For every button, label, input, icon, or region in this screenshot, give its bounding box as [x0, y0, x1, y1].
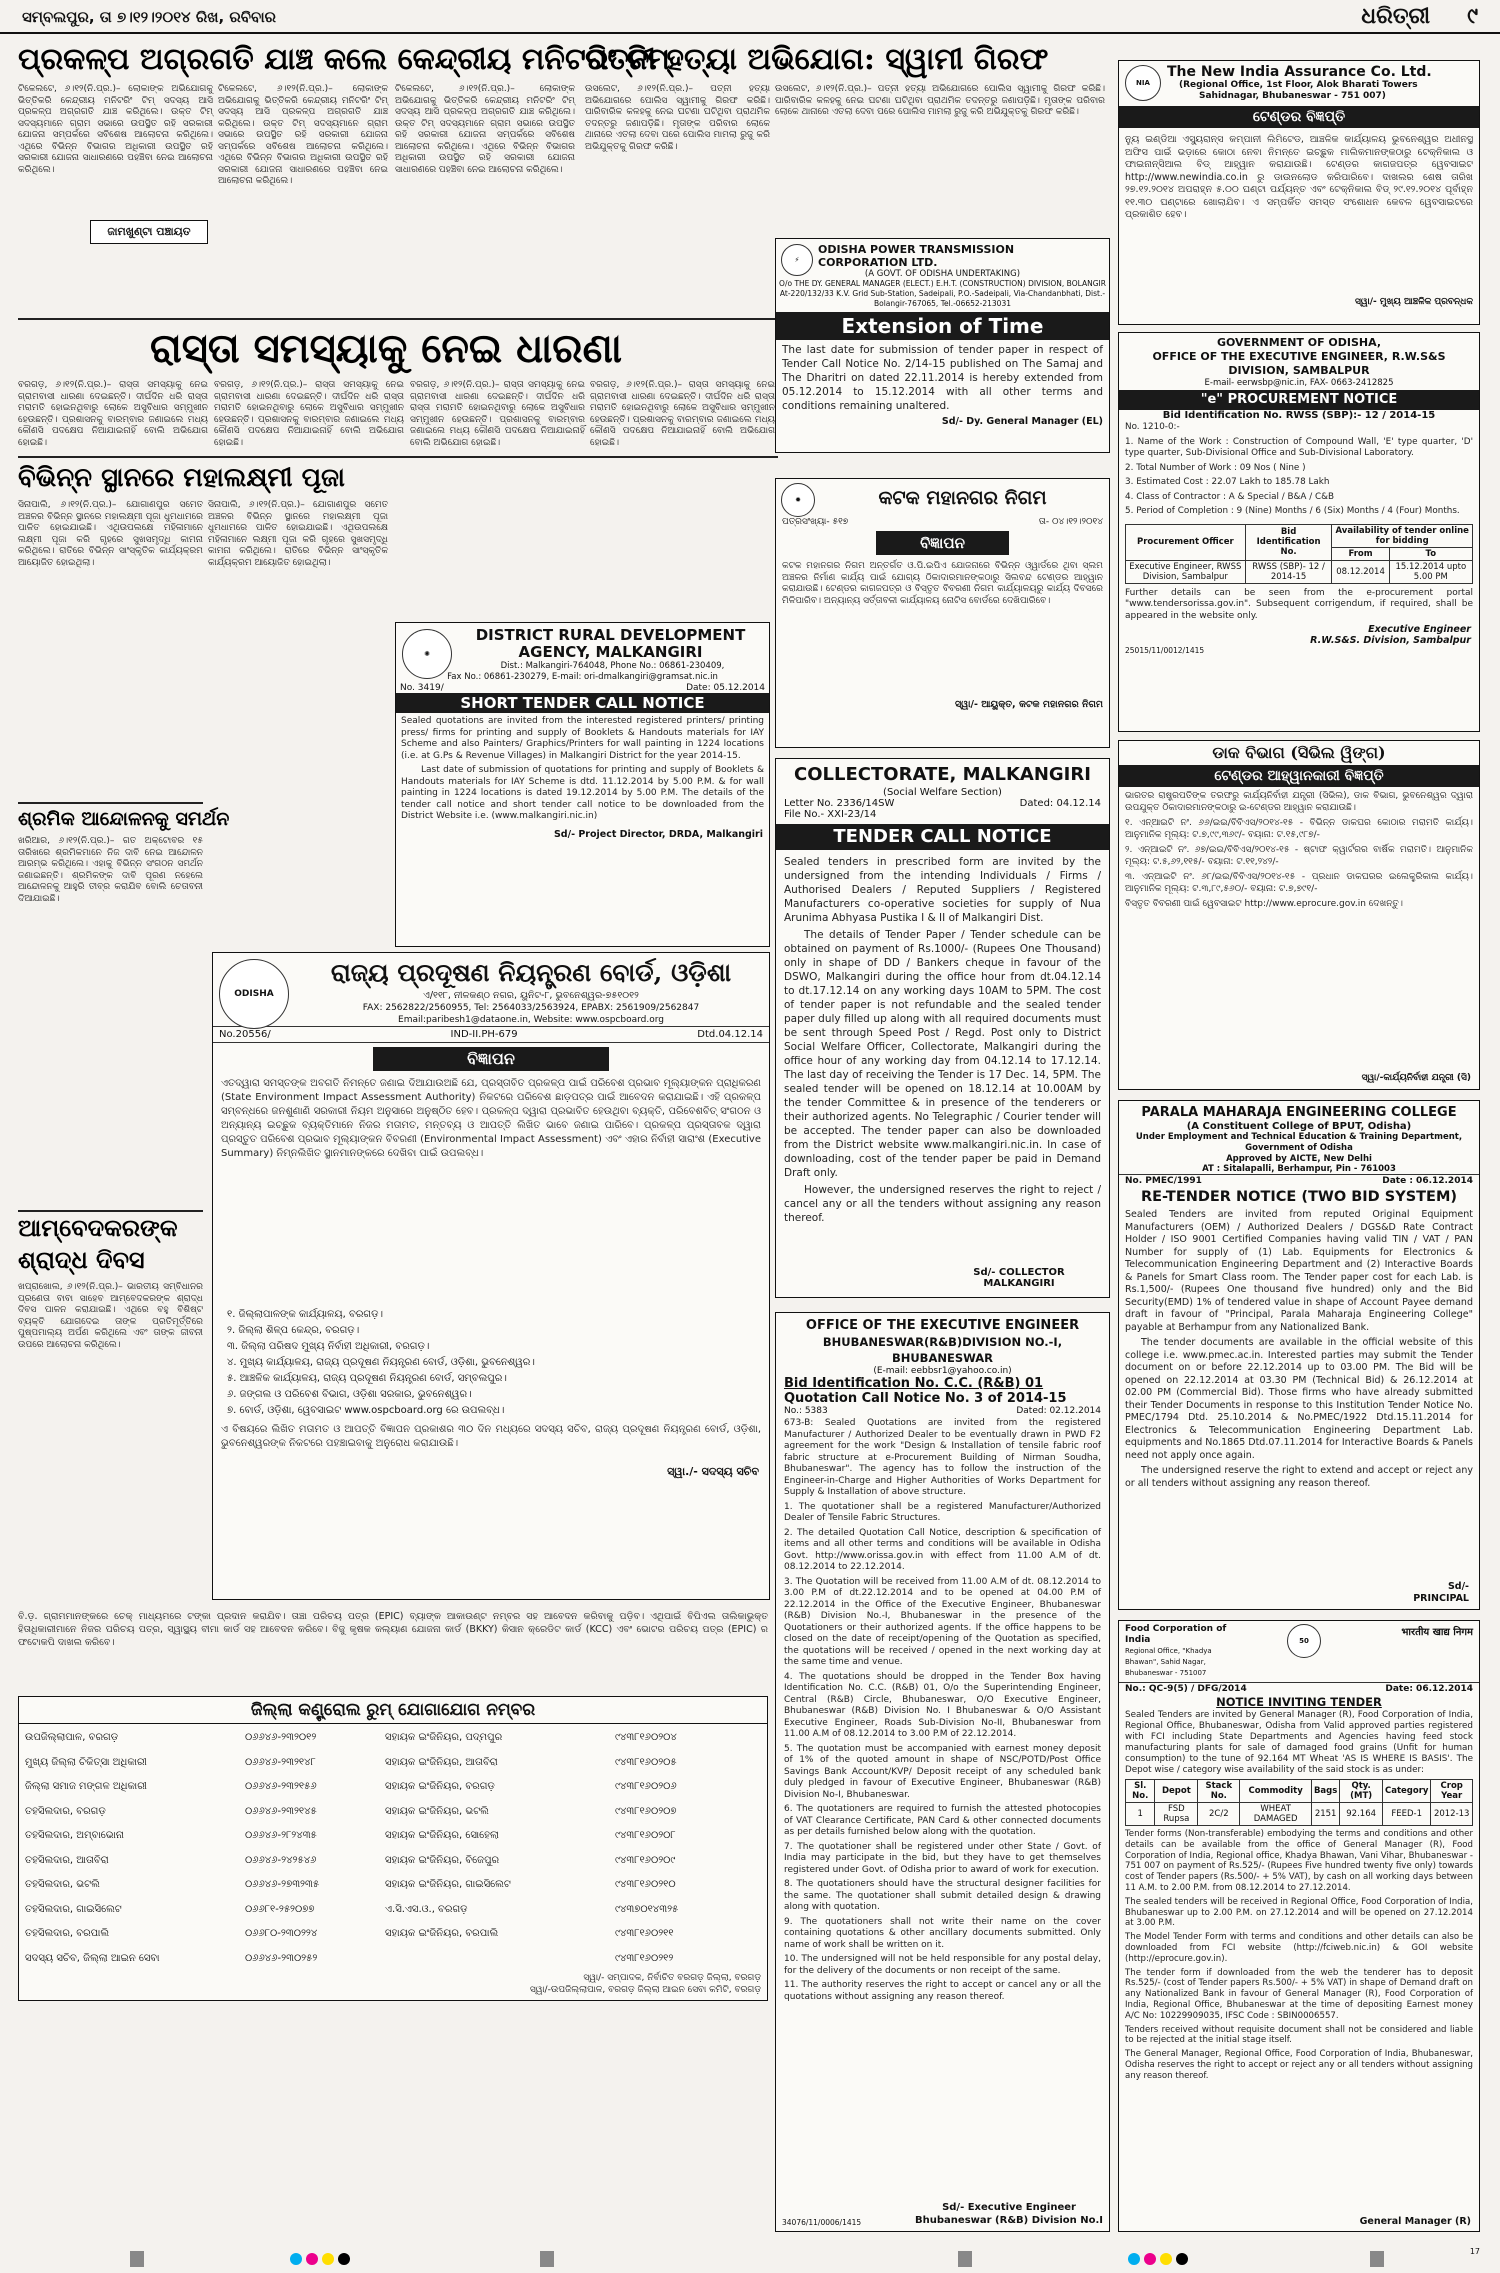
- article-mahalaxmi-a: ସିନାପାଲି, ୬।୧୨(ନି.ପ୍ର.)– ଯୋଗାଣପୁର ସମେତ ଅଞ୍ଚଳର ବିଭିନ୍ନ ସ୍ଥାନରେ ମହାଲକ୍ଷ୍ମୀ ପୂଜା ଧୁମଧାମରେ ପାଳିତ ହୋଇଯାଇଛି। ଏଥିଉପଲକ୍ଷେ ମହିଳାମାନେ ଲକ୍ଷ୍ମୀ ପୂଜା କରି ଗୃହରେ ସୁଖସମୃଦ୍ଧି କାମନା କରିଥିଲେ। ରାତିରେ ବିଭିନ୍ନ ସାଂସ୍କୃତିକ କାର୍ଯ୍ୟକ୍ରମ ଆୟୋଜିତ ହୋଇଥିଲା।: [18, 500, 203, 568]
- cmc-no: ପତ୍ରସଂଖ୍ୟା- ୫୧୭: [782, 517, 849, 527]
- control-room-cell: ସହାୟକ ଇଂଜିନିୟର, ପଦ୍ମପୁର: [385, 1732, 503, 1743]
- fci-th: Category: [1382, 1780, 1430, 1803]
- ospcb-banner: ବିଜ୍ଞାପନ: [373, 1047, 609, 1071]
- date-line: ସମ୍ବଲପୁର, ତା ୭।୧୨।୨୦୧୪ ରିଖ, ରବିବାର: [22, 8, 277, 26]
- article-labour: ଖରିଆର, ୬।୧୨(ନି.ପ୍ର.)– ଗତ ଅକ୍ଟୋବର ୧୫ ତାରିଖରେ ଶ୍ରମିକମାନେ ନିଜ ଦାବି ନେଇ ଆନ୍ଦୋଳନ ଆରମ୍ଭ କରିଥିଲେ। ଏହାକୁ ବିଭିନ୍ନ ସଂଗଠନ ସମର୍ଥନ ଜଣାଇଛନ୍ତି। ଶ୍ରମିକଙ୍କ ଦାବି ପୂରଣ ନହେଲେ ଆନ୍ଦୋଳନକୁ ଆହୁରି ତୀବ୍ର କରାଯିବ ବୋଲି ଚେତାବନୀ ଦିଆଯାଇଛି।: [18, 836, 203, 904]
- rws-bid: Bid Identification No. RWSS (SBP):- 12 / 2014-15: [1162, 410, 1436, 421]
- headline-mahalaxmi: ବିଭିନ୍ନ ସ୍ଥାନରେ ମହାଲକ୍ଷ୍ମୀ ପୂଜା: [18, 463, 345, 493]
- paper-logo: ଧରିତ୍ରୀ: [1361, 3, 1430, 29]
- pmec-ad: [1118, 1100, 1480, 1610]
- ospcb-list-item: ୪. ମୁଖ୍ୟ କାର୍ଯ୍ୟାଳୟ, ରାଜ୍ୟ ପ୍ରଦୂଷଣ ନିୟନ୍ତ୍ରଣ ବୋର୍ଡ, ଓଡ଼ିଶା, ଭୁବନେଶ୍ୱର।: [227, 1357, 535, 1368]
- rws-t3: DIVISION, SAMBALPUR: [1228, 364, 1370, 377]
- ospcb-list-item: ୧. ଜିଲ୍ଲାପାଳଙ୍କ କାର୍ଯ୍ୟାଳୟ, ବରଗଡ଼।: [227, 1309, 383, 1320]
- control-room-cell: ୯୪୩୭୦୧୪୩୨୫: [615, 1903, 679, 1915]
- post-title: ଡାକ ବିଭାଗ (ସିଭିଲ ୱିଙ୍ଗ): [1212, 743, 1386, 762]
- pmec-t4: Approved by AICTE, New Delhi: [1226, 1154, 1372, 1164]
- control-room-cell: ୦୬୬୮୦-୨୩୦୨୨୪: [245, 1928, 318, 1939]
- fci-date: Date: 06.12.2014: [1385, 1684, 1473, 1694]
- control-room-cell: ୯୪୩୮୧୬୦୨୦୯: [615, 1854, 676, 1866]
- ospcb-email: Email:paribesh1@dataone.in, Website: www.ospcboard.org: [398, 1015, 664, 1025]
- cyan-dot: [1128, 2253, 1140, 2265]
- article-monitoring-a: ଟିକେଲଟେ, ୬।୧୨(ନି.ପ୍ର.)– ଲୋକାଙ୍କ ଅଭିଯୋଗକୁ ଭିତ୍ତିକରି କେନ୍ଦ୍ରୀୟ ମନିଟରିଂ ଟିମ୍ ସଦସ୍ୟ ଆସି ପ୍ରକଳ୍ପ ଅଗ୍ରଗତି ଯାଞ୍ଚ କରିଥିଲେ। ଉକ୍ତ ଟିମ୍ ସଦସ୍ୟମାନେ ଗ୍ରାମ ସଭାରେ ଉପସ୍ଥିତ ରହି ସରକାରୀ ଯୋଜନା ସମ୍ପର୍କରେ ସବିଶେଷ ଆଲୋଚନା କରିଥିଲେ। ଏଥିରେ ବିଭିନ୍ନ ବିଭାଗର ଅଧିକାରୀ ଉପସ୍ଥିତ ରହି ସରକାରୀ ଯୋଜନା ସାଧାରଣରେ ପହଞ୍ଚିବା ନେଇ ଆଲୋଚନା କରିଥିଲେ।: [18, 84, 213, 175]
- control-room-cell: ସହାୟକ ଇଂଜିନିୟର, ଗାଇସିଲେଟ: [385, 1879, 511, 1890]
- control-room-cell: ୯୪୩୮୧୬୦୨୧୦: [615, 1879, 676, 1890]
- control-room-cell: ୦୬୬୪୬-୨୩୨୧୪୫: [245, 1805, 317, 1817]
- optcl-title: ODISHA POWER TRANSMISSION CORPORATION LTD.: [818, 243, 1015, 269]
- fci-p7: The General Manager, Regional Office, Food Corporation of India, Bhubaneswar, Odisha reserves the right to accept or reject any or all tenders without assigning any reason thereof.: [1125, 2049, 1473, 2081]
- rws-cell: Executive Engineer, RWSS Division, Sambalpur: [1126, 560, 1246, 583]
- pmec-p1: Sealed Tenders are invited from reputed Original Equipment Manufacturers (OEM) / Authorized Dealers / DGS&D Rate Contract Holder / ISO 9001 Certified Companies having valid TIN / VAT / PAN Number for supply of (1) Lab. Equipments for Electronics & Telecommunication Engineering Department and (2) Interactive Boards & Panels for Smart Class room. The Tender paper cost for each Lab. is Rs.1,500/- (Rupees One thousand five hundred) only and the Bid Security(EMD) 1% of tendered value in shape of Account Payee demand draft in favour of "Principal, Parala Maharaja Engineering College" payable at Berhampur from any Nationalized Bank.: [1125, 1209, 1473, 1333]
- rws-no: No. 1210-0:-: [1125, 422, 1180, 432]
- control-room-cell: ତହସିଲଦାର, ଆତାବିରା: [25, 1854, 109, 1866]
- pmec-t5: AT : Sitalapalli, Berhampur, Pin - 761003: [1202, 1164, 1396, 1174]
- ospcb-list-item: ୭. ବୋର୍ଡ, ଓଡ଼ିଶା, ୱେବସାଇଟ www.ospcboard.org ରେ ଉପଲବ୍ଧ।: [227, 1405, 505, 1416]
- control-room-cell: ୦୬୬୪୬-୨୪୨୫୪୬: [245, 1854, 317, 1866]
- pmec-p2: The tender documents are available in the official website of this college i.e. www.pmec.ac.in. Interested parties may submit the Tender document on or before 22.12.2014 up to 03.00 PM. The Bid will be opened on 22.12.2014 at 03.30 PM (Technical Bid) & 26.12.2014 at 02.00 PM (Commercial Bid). Those firms who have already submitted their Tender Documents in response to this Institution Tender Notice No. PMEC/1794 Dtd. 25.10.2014 & No.PMEC/1922 Dtd.15.11.2014 for Electronics & Telecommunication Engineering Department Lab. equipments and No.1865 Dtd.07.11.2014 for Interactive Boards & Panels need not apply once again.: [1125, 1337, 1473, 1461]
- pmec-notice: RE-TENDER NOTICE (TWO BID SYSTEM): [1140, 1189, 1458, 1205]
- control-room-cell: ଜିଲ୍ଲା ସମାଜ ମଙ୍ଗଳ ଅଧିକାରୀ: [25, 1781, 147, 1792]
- post-item: ୨. ଏନ୍ଆଇଟି ନଂ. ୬୭/ଇଇ/ବିବିଏସ/୨୦୧୪-୧୫ - ଷ୍ଟାଫ କ୍ୱାର୍ଟରର ବାର୍ଷିକ ମରାମତି। ଆନୁମାନିକ ମୂଲ୍ୟ: ଟ.୫,୬୨,୧୧୫/- ବୟାନା: ଟ.୧୧,୨୪୨/-: [1125, 845, 1473, 867]
- rws-th: Availability of tender online for bidding: [1332, 524, 1473, 547]
- control-room-cell: ୯୪୩୮୧୬୦୨୧୨: [615, 1952, 674, 1964]
- pmec-date: Date : 06.12.2014: [1382, 1176, 1473, 1186]
- article-murder-b: ଉସଲେଟ, ୬।୧୨(ନି.ପ୍ର.)– ପତ୍ନୀ ହତ୍ୟା ଅଭିଯୋଗରେ ପୋଲିସ ସ୍ୱାମୀକୁ ଗିରଫ କରିଛି। ପାରିବାରିକ କଳହକୁ ନେଇ ଘଟଣା ଘଟିଥିବା ପ୍ରାଥମିକ ତଦନ୍ତରୁ ଜଣାପଡ଼ିଛି। ମୃତାଙ୍କ ପରିବାର ଲୋକେ ଥାନାରେ ଏତଲା ଦେବା ପରେ ପୋଲିସ ମାମଲା ରୁଜୁ କରି ଅଭିଯୁକ୍ତକୁ ଗିରଫ କରିଛି।: [775, 84, 1105, 117]
- magenta-dot: [1144, 2253, 1156, 2265]
- black-dot: [338, 2253, 350, 2265]
- coll-p1: Sealed tenders in prescribed form are invited by the undersigned from the intending Individuals / Firms / Authorised Dealers / Reputed Suppliers / Registered Manufacturers co-operative societies for supply of Nua Arunima Abhyasa Pustika I & II of Malkangiri Dist.: [784, 856, 1101, 924]
- fci-th: Commodity: [1240, 1780, 1312, 1803]
- control-room-cell: ତହସିଲଦାର, ବରପାଲି: [25, 1928, 110, 1939]
- fci-th: Bags: [1311, 1780, 1339, 1803]
- control-room-row: [25, 1800, 761, 1825]
- rnb-item: 4. The quotations should be dropped in the Tender Box having Identification No. C.C. (R&B) 01, O/o the Superintending Engineer, Central (R&B) Circle, Bhubaneswar, O/O Executive Engineer, Bhubaneswar (R&B) Division No. I Bhubaneswar & O/O Assistant Executive Engineer, Roads Sub-Division No-II, Bhubaneswar from 11.00 A.M of 08.12.2014 to 3.00 P.M of 22.12.2014.: [784, 1671, 1101, 1739]
- article-murder-a: ଉସଲେଟ, ୬।୧୨(ନି.ପ୍ର.)– ପତ୍ନୀ ହତ୍ୟା ଅଭିଯୋଗରେ ପୋଲିସ ସ୍ୱାମୀକୁ ଗିରଫ କରିଛି। ପାରିବାରିକ କଳହକୁ ନେଇ ଘଟଣା ଘଟିଥିବା ପ୍ରାଥମିକ ତଦନ୍ତରୁ ଜଣାପଡ଼ିଛି। ମୃତାଙ୍କ ପରିବାର ଲୋକେ ଥାନାରେ ଏତଲା ଦେବା ପରେ ପୋଲିସ ମାମଲା ରୁଜୁ କରି ଅଭିଯୁକ୍ତକୁ ଗିରଫ କରିଛି।: [585, 84, 770, 152]
- gray-block: [1370, 2251, 1384, 2267]
- control-room-cell: ତହସିଲଦାର, ଅମ୍ବାଭୋନା: [25, 1830, 124, 1841]
- fci-ad: [1118, 1620, 1480, 2232]
- pmec-t2: (A Constituent College of BPUT, Odisha): [1186, 1121, 1412, 1132]
- control-room-cell: ସଦସ୍ୟ ସଚିବ, ଜିଲ୍ଲା ଆଇନ ସେବା: [25, 1952, 160, 1964]
- drda-no: No. 3419/: [400, 683, 444, 693]
- rws-cell: RWSS (SBP)- 12 / 2014-15: [1245, 560, 1332, 583]
- rnb-no: No.: 5383: [784, 1406, 828, 1416]
- optcl-ad: [775, 238, 1110, 453]
- fci-cell: 1: [1126, 1803, 1155, 1826]
- black-dot: [1176, 2253, 1188, 2265]
- control-room-cell: ସହାୟକ ଇଂଜିନିୟର, ବରଗଡ଼: [385, 1781, 495, 1792]
- fci-th: Crop Year: [1431, 1780, 1473, 1803]
- fci-p2: Tender forms (Non-transferable) embodying the terms and conditions and other details can be available from the office of General Manager (R), Food Corporation of India, Regional office, Khadya Bhawan, Vani Vihar, Bhubaneswar - 751 007 on payment of Rs.525/- (Rupees Five hundred twenty five only) towards cost of Tender papers (Rs.500/- + 5% VAT), by cash on all working days between 11 A.M. to 2.00 P.M. from 08.12.2014 to 27.12.2014.: [1125, 1829, 1473, 1893]
- drda-p2: Last date of submission of quotations for printing and supply of Booklets & Handouts materials for IAY Scheme is dtd. 11.12.2014 by 5.00 P.M. & for wall painting in 1224 locations is dated 19.12.2014 by 5.00 P.M. The details of the tender call notice and short tender call notice to be downloaded from the District Website i.e. (www.malkangiri.nic.in): [401, 765, 764, 821]
- drda-notice-banner: SHORT TENDER CALL NOTICE: [396, 693, 769, 713]
- rnb-item: 3. The Quotation will be received from 11.00 A.M of dt. 08.12.2014 to 3.00 P.M of dt.22.12.2014 and to be opened at 04.00 P.M of 22.12.2014 in the Office of the Executive Engineer, Bhubaneswar (R&B) Division No.-I, Bhubaneswar in the presence of the Quotationers or their authorized agents. If the office happens to be closed on the date of receipt/opening of the Quotation as specified, the quotations will be received / opened in the next working day at the same time and venue.: [784, 1576, 1101, 1667]
- coll-p2: The details of Tender Paper / Tender schedule can be obtained on payment of Rs.1000/- (Rupees One Thousand) only in shape of DD / Bankers cheque in favour of the DSWO, Malkangiri during the office hour from dt.04.12.14 to dt.17.12.14 on any working days 10AM to 5PM. The cost of tender paper is not refundable and the sealed tender paper duly filled up along with all required documents must be sent through Speed Post / Regd. Post only to District Social Welfare Officer, Collectorate, Malkangiri during the office hour of any working day from 04.12.14 to 17.12.14. The last day of receiving the Tender is 17 Dec. 14, 5PM. The sealed tender will be opened on 18.12.14 at 10.00AM by the tender Committee & in presence of the tenderers or their authorized agents. No Telegraphic / Courier tender will be accepted. The tender paper can also be downloaded from the District website www.malkangiri.nic.in. In case of downloading, cost of the tender paper be paid in Demand Draft only.: [784, 929, 1101, 1179]
- article-monitoring-c: ଟିକେଲଟେ, ୬।୧୨(ନି.ପ୍ର.)– ଲୋକାଙ୍କ ଅଭିଯୋଗକୁ ଭିତ୍ତିକରି କେନ୍ଦ୍ରୀୟ ମନିଟରିଂ ଟିମ୍ ସଦସ୍ୟ ଆସି ପ୍ରକଳ୍ପ ଅଗ୍ରଗତି ଯାଞ୍ଚ କରିଥିଲେ। ଉକ୍ତ ଟିମ୍ ସଦସ୍ୟମାନେ ଗ୍ରାମ ସଭାରେ ଉପସ୍ଥିତ ରହି ସରକାରୀ ଯୋଜନା ସମ୍ପର୍କରେ ସବିଶେଷ ଆଲୋଚନା କରିଥିଲେ। ଏଥିରେ ବିଭିନ୍ନ ବିଭାଗର ଅଧିକାରୀ ଉପସ୍ଥିତ ରହି ସରକାରୀ ଯୋଜନା ସାଧାରଣରେ ପହଞ୍ଚିବା ନେଇ ଆଲୋଚନା କରିଥିଲେ।: [395, 84, 575, 175]
- article-road-b: ବରଗଡ଼, ୬।୧୨(ନି.ପ୍ର.)– ରାସ୍ତା ସମସ୍ୟାକୁ ନେଇ ଗ୍ରାମବାସୀ ଧାରଣା ଦେଇଛନ୍ତି। ଦୀର୍ଘଦିନ ଧରି ରାସ୍ତା ମରାମତି ହୋଇନଥିବାରୁ ଲୋକେ ଅସୁବିଧାର ସମ୍ମୁଖୀନ ହେଉଛନ୍ତି। ପ୍ରଶାସନକୁ ବାରମ୍ବାର ଜଣାଇଲେ ମଧ୍ୟ କୌଣସି ପଦକ୍ଷେପ ନିଆଯାଇନାହିଁ ବୋଲି ଅଭିଯୋଗ ହୋଇଛି।: [214, 380, 404, 448]
- article-road-c: ବରଗଡ଼, ୬।୧୨(ନି.ପ୍ର.)– ରାସ୍ତା ସମସ୍ୟାକୁ ନେଇ ଗ୍ରାମବାସୀ ଧାରଣା ଦେଇଛନ୍ତି। ଦୀର୍ଘଦିନ ଧରି ରାସ୍ତା ମରାମତି ହୋଇନଥିବାରୁ ଲୋକେ ଅସୁବିଧାର ସମ୍ମୁଖୀନ ହେଉଛନ୍ତି। ପ୍ରଶାସନକୁ ବାରମ୍ବାର ଜଣାଇଲେ ମଧ୍ୟ କୌଣସି ପଦକ୍ଷେପ ନିଆଯାଇନାହିଁ ବୋଲି ଅଭିଯୋଗ ହୋଇଛି।: [410, 380, 585, 448]
- control-room-cell: ୦୬୬୪୬-୨୩୦୨୫୨: [245, 1952, 318, 1964]
- control-room-row: [25, 1898, 761, 1923]
- ospcb-sig: ସ୍ୱା./- ସଦସ୍ୟ ସଚିବ: [667, 1465, 759, 1478]
- rnb-t1: OFFICE OF THE EXECUTIVE ENGINEER: [805, 1318, 1080, 1333]
- ospcb-list-item: ୬. ଜଙ୍ଗଲ ଓ ପରିବେଶ ବିଭାଗ, ଓଡ଼ିଶା ସରକାର, ଭୁବନେଶ୍ୱର।: [227, 1389, 472, 1400]
- cmc-date: ତା- ୦୪।୧୨।୨୦୧୪: [1038, 517, 1103, 527]
- rws-item: 4. Class of Contractor : A & Special / B&A / C&B: [1125, 491, 1335, 502]
- fci-logo-icon: 50: [1287, 1624, 1321, 1658]
- rnb-item: 9. The quotationers shall not write their name on the cover containing quotations & other ancillary documents submitted. Only name of work shall be written on it.: [784, 1916, 1101, 1950]
- rnb-item: 8. The quotationers should have the structural designer facilities for the same. The quotationer shall submit detailed design & drawing along with quotation.: [784, 1879, 1101, 1912]
- drda-title: DISTRICT RURAL DEVELOPMENT AGENCY, MALKANGIRI: [475, 626, 746, 661]
- coll-dated: Dated: 04.12.14: [1019, 798, 1101, 809]
- control-room-title: ଜିଲ୍ଲା କଣ୍ଟ୍ରୋଲ ରୁମ୍ ଯୋଗାଯୋଗ ନମ୍ବର: [19, 1697, 767, 1724]
- fci-th: Qty. (MT): [1340, 1780, 1383, 1803]
- control-room-table: [18, 1696, 768, 2001]
- page-number: ୯: [1467, 4, 1478, 29]
- post-body: ଭାରତର ରାଷ୍ଟ୍ରପତିଙ୍କ ତରଫରୁ କାର୍ଯ୍ୟନିର୍ବାହୀ ଯନ୍ତ୍ରୀ (ସିଭିଲ), ଡାକ ବିଭାଗ, ଭୁବନେଶ୍ୱର ଦ୍ୱାରା ଉପଯୁକ୍ତ ଠିକାଦାରମାନଙ୍କଠାରୁ ଇ-ଟେଣ୍ଡର ଆହ୍ୱାନ କରାଯାଉଛି।: [1125, 791, 1473, 813]
- rws-foot: 25015/11/0012/1415: [1125, 646, 1205, 655]
- cmc-sig: ସ୍ୱା/- ଆୟୁକ୍ତ, କଟକ ମହାନଗର ନିଗମ: [954, 699, 1103, 710]
- rnb-body: 673-B: Sealed Quotations are invited from the registered Manufacturer / Authorized Dealer to be eventually drawn in PWD F2 agreement for the work "Design & Installation of tensile fabric roof fabric structure at e-Procurement Building of Nirman Soudha, Bhubaneswar". The agency has to follow the instruction of the Engineer-in-Charge and Higher Authorities of Works Department for Supply & Installation of above structure.: [784, 1418, 1101, 1497]
- ospcb-body2: ଏ ବିଷୟରେ ଲିଖିତ ମତାମତ ଓ ଆପତ୍ତି ବିଜ୍ଞାପନ ପ୍ରକାଶର ୩୦ ଦିନ ମଧ୍ୟରେ ସଦସ୍ୟ ସଚିବ, ରାଜ୍ୟ ପ୍ରଦୂଷଣ ନିୟନ୍ତ୍ରଣ ବୋର୍ଡ, ଓଡ଼ିଶା, ଭୁବନେଶ୍ୱରଙ୍କ ନିକଟରେ ପହଞ୍ଚାଇବାକୁ ଅନୁରୋଧ କରାଯାଉଛି।: [221, 1424, 761, 1449]
- page-header: [0, 0, 1500, 34]
- fci-addr: Regional Office, "Khadya Bhawan", Sahid Nagar, Bhubaneswar - 751007: [1125, 1647, 1212, 1677]
- fci-cell: 92.164: [1340, 1803, 1383, 1826]
- coll-sig: Sd/- COLLECTOR MALKANGIRI: [973, 1267, 1065, 1289]
- post-banner: ଟେଣ୍ଡର ଆହ୍ୱାନକାରୀ ବିଜ୍ଞପ୍ତି: [1119, 765, 1479, 787]
- control-room-cell: ସହାୟକ ଇଂଜିନିୟର, ଭଟଲି: [385, 1805, 489, 1817]
- gray-block: [958, 2251, 972, 2267]
- rws-th: Bid Identification No.: [1245, 524, 1332, 560]
- fci-cell: 2C/2: [1198, 1803, 1240, 1826]
- headline-wife-murder: ପତ୍ନୀ ହତ୍ୟା ଅଭିଯୋଗ: ସ୍ୱାମୀ ଗିରଫ: [585, 42, 1049, 77]
- control-room-row: [25, 1726, 761, 1751]
- ospcb-no: No.20556/: [219, 1029, 271, 1040]
- control-room-row: [25, 1947, 761, 1972]
- ospcb-dtd: Dtd.04.12.14: [697, 1029, 763, 1040]
- coll-letter: Letter No. 2336/14SW: [784, 798, 895, 809]
- rws-cell: 08.12.2014: [1332, 560, 1389, 583]
- rnb-sig1: Sd/- Executive Engineer: [942, 2202, 1076, 2213]
- fci-cell: WHEAT DAMAGED: [1240, 1803, 1312, 1826]
- subhead-jamkhunta: ଜାମଖୁଣ୍ଟା ପଞ୍ଚାୟତ: [90, 220, 208, 244]
- pmec-sig2: PRINCIPAL: [1413, 1593, 1469, 1604]
- control-room-row: [25, 1922, 761, 1947]
- rws-table: [1125, 524, 1473, 584]
- nia-addr: Sahidnagar, Bhubaneswar - 751 007): [1199, 91, 1386, 101]
- ospcb-fax: FAX: 2562822/2560955, Tel: 2564033/2563924, EPABX: 2561909/2562847: [362, 1003, 700, 1013]
- nia-title: The New India Assurance Co. Ltd.: [1167, 64, 1432, 80]
- nia-banner: ଟେଣ୍ଡର ବିଜ୍ଞପ୍ତି: [1119, 106, 1479, 128]
- control-room-cell: ୯୪୩୮୧୬୦୨୧୧: [615, 1928, 674, 1939]
- optcl-sub: (A GOVT. OF ODISHA UNDERTAKING): [864, 269, 1021, 279]
- rnb-t2: BHUBANESWAR(R&B)DIVISION NO.-I, BHUBANESWAR: [822, 1335, 1063, 1365]
- rnb-dated: Dated: 02.12.2014: [1016, 1406, 1101, 1416]
- post-web: ବିସ୍ତୃତ ବିବରଣୀ ପାଇଁ ୱେବସାଇଟ http://www.eprocure.gov.in ଦେଖନ୍ତୁ।: [1125, 899, 1403, 909]
- control-room-cell: ସହାୟକ ଇଂଜିନିୟର, ସୋହେଲା: [385, 1830, 499, 1841]
- control-room-cell: ୯୪୩୮୧୬୦୨୦୪: [615, 1732, 677, 1743]
- control-room-cell: ୦୬୬୪୬-୨୭୩୨୩୫: [245, 1879, 320, 1890]
- fci-table: [1125, 1779, 1473, 1826]
- control-sig2: ସ୍ୱା/-ଉପଜିଲ୍ଲାପାଳ, ବରଗଡ଼ ଜିଲ୍ଲା ଆଇନ ସେବା କମିଟି, ବରଗଡ଼: [529, 1984, 761, 1995]
- ospcb-ad: [212, 952, 770, 1600]
- coll-sub: (Social Welfare Section): [883, 787, 1002, 798]
- drda-ad: [395, 622, 770, 947]
- ospcb-addr: ଏ/୧୧୮, ନୀଳକଣ୍ଠ ନଗର, ୟୁନିଟ-୮, ଭୁବନେଶ୍ୱର-୭୫୧୦୧୨: [423, 990, 639, 1001]
- pmec-sig1: Sd/-: [1447, 1581, 1469, 1592]
- rwss-ad: [1118, 332, 1480, 732]
- article-monitoring-b: ଟିକେଲଟେ, ୬।୧୨(ନି.ପ୍ର.)– ଲୋକାଙ୍କ ଅଭିଯୋଗକୁ ଭିତ୍ତିକରି କେନ୍ଦ୍ରୀୟ ମନିଟରିଂ ଟିମ୍ ସଦସ୍ୟ ଆସି ପ୍ରକଳ୍ପ ଅଗ୍ରଗତି ଯାଞ୍ଚ କରିଥିଲେ। ଉକ୍ତ ଟିମ୍ ସଦସ୍ୟମାନେ ଗ୍ରାମ ସଭାରେ ଉପସ୍ଥିତ ରହି ସରକାରୀ ଯୋଜନା ସମ୍ପର୍କରେ ସବିଶେଷ ଆଲୋଚନା କରିଥିଲେ। ଏଥିରେ ବିଭିନ୍ନ ବିଭାଗର ଅଧିକାରୀ ଉପସ୍ଥିତ ରହି ସରକାରୀ ଯୋଜନା ସାଧାରଣରେ ପହଞ୍ଚିବା ନେଇ ଆଲୋଚନା କରିଥିଲେ।: [218, 84, 388, 186]
- headline-ambedkar: ଆମ୍ବେଦକରଙ୍କ ଶ୍ରାଦ୍ଧ ଦିବସ: [18, 1213, 178, 1274]
- fci-cell: 2151: [1311, 1803, 1339, 1826]
- divider: [18, 456, 778, 458]
- optcl-banner: Extension of Time: [776, 312, 1109, 340]
- rnb-item: 10. The undersigned will not be held responsible for any postal delay, for the delivery of the documents or non receipt of the same.: [784, 1954, 1101, 1976]
- control-room-cell: ୯୪୩୮୧୬୦୨୦୮: [615, 1830, 676, 1841]
- headline-labour: ଶ୍ରମିକ ଆନ୍ଦୋଳନକୁ ସମର୍ଥନ: [18, 808, 230, 830]
- article-ambedkar: ଖପ୍ରାଖୋଲ, ୬।୧୨(ନି.ପ୍ର.)– ଭାରତୀୟ ସମ୍ବିଧାନର ପ୍ରଣେତା ବାବା ସାହେବ ଆମ୍ବେଦକରଙ୍କ ଶ୍ରାଦ୍ଧ ଦିବସ ପାଳନ କରାଯାଇଛି। ଏଥିରେ ବହୁ ବିଶିଷ୍ଟ ବ୍ୟକ୍ତି ଯୋଗଦେଇ ତାଙ୍କ ପ୍ରତିମୂର୍ତ୍ତିରେ ପୁଷ୍ପମାଲ୍ୟ ଅର୍ପଣ କରିଥିଲେ ଏବଂ ତାଙ୍କ ଜୀବନୀ ଉପରେ ଆଲୋଚନା କରିଥିଲେ।: [18, 1282, 203, 1350]
- fci-notice: NOTICE INVITING TENDER: [1216, 1695, 1382, 1709]
- ospcb-list-item: ୩. ଜିଲ୍ଲା ପରିଷଦ ମୁଖ୍ୟ ନିର୍ବାହୀ ଅଧିକାରୀ, ବରଗଡ଼।: [227, 1341, 430, 1352]
- rws-sig1: Executive Engineer: [1368, 624, 1471, 635]
- fci-cell: FEED-1: [1382, 1803, 1430, 1826]
- optcl-sig: Sd/- Dy. General Manager (EL): [941, 416, 1103, 427]
- fci-th: Stack No.: [1198, 1780, 1240, 1803]
- rnb-email: (E-mail: eebbsr1@yahoo.co.in): [873, 1366, 1012, 1376]
- control-room-row: [25, 1775, 761, 1800]
- ospcb-list: [213, 1305, 769, 1421]
- fci-sig: General Manager (R): [1359, 2216, 1471, 2227]
- nia-ad: [1118, 60, 1480, 325]
- gray-block: [540, 2251, 554, 2267]
- fci-th: Sl. No.: [1126, 1780, 1155, 1803]
- drda-sig: Sd/- Project Director, DRDA, Malkangiri: [553, 828, 763, 840]
- headline-road: ରାସ୍ତା ସମସ୍ୟାକୁ ନେଇ ଧାରଣା: [150, 325, 622, 372]
- ospcb-list-item: ୫. ଆଞ୍ଚଳିକ କାର୍ଯ୍ୟାଳୟ, ରାଜ୍ୟ ପ୍ରଦୂଷଣ ନିୟନ୍ତ୍ରଣ ବୋର୍ଡ, ସମ୍ବଲପୁର।: [227, 1373, 507, 1384]
- rws-th: From: [1332, 547, 1389, 560]
- nia-logo-icon: NIA: [1125, 65, 1161, 101]
- divider: [18, 802, 203, 804]
- control-room-row: [25, 1849, 761, 1874]
- control-room-cell: ୯୪୩୮୧୬୦୨୦୭: [615, 1805, 677, 1817]
- rws-t1: GOVERNMENT OF ODISHA,: [1216, 336, 1382, 349]
- control-room-cell: ଏ.ସି.ଏସ.ଓ., ବରଗଡ଼: [385, 1903, 468, 1915]
- yellow-dot: [1160, 2253, 1172, 2265]
- control-room-cell: ୦୬୬୪୬-୨୩୨୧୫୬: [245, 1781, 317, 1792]
- rnb-ad: [775, 1312, 1110, 2232]
- rnb-item: 6. The quotationers are required to furnish the attested photocopies of VAT Clearance Certificate, PAN Card & other connected documents as per details furnished below along with the quotation.: [784, 1804, 1101, 1837]
- rws-further: Further details can be seen from the e-procurement portal "www.tendersorissa.gov.in". Subsequent corrigendum, if required, shall be appeared in the website only.: [1125, 587, 1473, 621]
- control-room-cell: ମୁଖ୍ୟ ଜିଲ୍ଲା ଚିକିତ୍ସା ଅଧିକାରୀ: [25, 1756, 147, 1768]
- nia-sub: (Regional Office, 1st Floor, Alok Bharati Towers: [1179, 80, 1418, 90]
- fci-p6: Tenders received without requisite document shall not be considered and liable to be rejected at the initial stage itself.: [1125, 2024, 1473, 2046]
- rws-t2: OFFICE OF THE EXECUTIVE ENGINEER, R.W.S&S: [1152, 350, 1446, 363]
- rws-sig2: R.W.S&S. Division, Sambalpur: [1310, 635, 1471, 646]
- rnb-item: 1. The quotationer shall be a registered Manufacturer/Authorized Dealer of Tensile Fabric Structures.: [784, 1501, 1101, 1523]
- magenta-dot: [306, 2253, 318, 2265]
- rws-cell: 15.12.2014 upto 5.00 PM: [1389, 560, 1472, 583]
- rws-banner: "e" PROCUREMENT NOTICE: [1119, 390, 1479, 410]
- coll-file: File No.- XXI-23/14: [784, 809, 877, 820]
- drda-fax: Fax No.: 06861-230279, E-mail: ori-dmalkangiri@gramsat.nic.in: [447, 672, 718, 682]
- rws-item: 3. Estimated Cost : 22.07 Lakh to 185.78 Lakh: [1125, 477, 1330, 487]
- drda-date: Date: 05.12.2014: [686, 683, 765, 693]
- control-room-cell: [385, 1947, 615, 1972]
- rws-item: 5. Period of Completion : 9 (Nine) Months / 6 (Six) Months / 4 (Four) Months.: [1125, 506, 1460, 516]
- bkky-notice: ବି.ଡ଼. ଗ୍ରାମମାନଙ୍କରେ ଚେକ୍ ମାଧ୍ୟମରେ ଟଙ୍କା ପ୍ରଦାନ କରାଯିବ। ତାଞ୍ଚା ପରିଚୟ ପତ୍ର (EPIC) ବ୍ୟାଙ୍କ ଆକାଉଣ୍ଟ ନମ୍ବର ସହ ଆବେଦନ କରିବାକୁ ପଡ଼ିବ। ଏଥିପାଇଁ ବିପିଏଲ ତାଲିକାଭୁକ୍ତ ହିତାଧିକାରୀମାନେ ନିଜର ପରିଚୟ ପତ୍ର, ସ୍ୱାସ୍ଥ୍ୟ ବୀମା କାର୍ଡ ସହ ଆବେଦନ କରିବେ। ବିଜୁ କୃଷକ କଲ୍ୟାଣ ଯୋଜନା କାର୍ଡ (BKKY) କିସାନ କ୍ରେଡିଟ କାର୍ଡ (KCC) ଏବଂ ଭୋଟର ପରିଚୟ ପତ୍ର (EPIC) ର ଫଟୋକପି ଦାଖଲ କରିବେ।: [18, 1611, 768, 1648]
- fci-cell: FSD Rupsa: [1155, 1803, 1198, 1826]
- rnb-item: 2. The detailed Quotation Call Notice, description & specification of items and all other terms and conditions will be available in Odisha Govt. http://www.orissa.gov.in with effect from 11.00 A.M of dt. 08.12.2014 to 22.12.2014.: [784, 1527, 1101, 1572]
- control-room-cell: ୦୬୬୪୬-୨୩୨୧୪୮: [245, 1756, 316, 1768]
- fci-th: Depot: [1155, 1780, 1198, 1803]
- control-room-cell: ୦୬୬୮୧-୨୫୨୦୭୭: [245, 1903, 315, 1915]
- post-sig: ସ୍ୱା/-କାର୍ଯ୍ୟନିର୍ବାହୀ ଯନ୍ତ୍ରୀ (ସି): [1361, 1073, 1471, 1083]
- rnb-item: 5. The quotation must be accompanied with earnest money deposit of 1% of the quoted amount in shape of NSC/POTD/Post Office Savings Bank Account/KVP/ Deposit receipt of any scheduled bank duly pledged in favour of Executive Engineer, Bhubaneswar (R&B) Division No-I, Bhubaneswar.: [784, 1743, 1101, 1800]
- fci-p4: The Model Tender Form with terms and conditions and other details can also be downloaded from FCI website (http://fciweb.nic.in) & GOI website (http://eprocure.gov.in).: [1125, 1932, 1473, 1964]
- rws-th: Procurement Officer: [1126, 524, 1246, 560]
- control-room-cell: ଉପଜିଲ୍ଲାପାଳ, ବରଗଡ଼: [25, 1732, 119, 1743]
- post-item: ୩. ଏନ୍ଆଇଟି ନଂ. ୬୮/ଇଇ/ବିବିଏସ/୨୦୧୪-୧୫ - ପ୍ରଧାନ ଡାକଘରର ଇଲେକ୍ଟ୍ରିକାଲ କାର୍ଯ୍ୟ। ଆନୁମାନିକ ମୂଲ୍ୟ: ଟ.୩,୮୯,୫୬୦/- ବୟାନା: ଟ.୭,୭୯୧/-: [1125, 872, 1473, 894]
- coll-title: COLLECTORATE, MALKANGIRI: [794, 764, 1091, 785]
- rnb-bid: Bid Identification No. C.C. (R&B) 01: [784, 1376, 1044, 1391]
- drda-p1: Sealed quotations are invited from the interested registered printers/ printing press/ firms for printing and supply of Booklets & Handouts materials for IAY Scheme and also Painters/ Graphics/Printers for wall painting in 1224 locations (i.e. at G.Ps & Revenue Villages) in Malkangiri District for the year 2014-15.: [401, 716, 764, 761]
- print-registration-bar: [0, 2245, 1500, 2273]
- pmec-no: No. PMEC/1991: [1125, 1176, 1202, 1186]
- control-room-cell: ତହସିଲଦାର, ଗାଇସିଲେଟ: [25, 1903, 122, 1915]
- optcl-body: The last date for submission of tender paper in respect of Tender Call Notice No. 2/14-15 published on The Samaj and The Dharitri on dated 22.11.2014 is hereby extended from 05.12.2014 to 15.12.2014 with all other terms and conditions remaining unaltered.: [782, 344, 1103, 412]
- coll-banner: TENDER CALL NOTICE: [776, 824, 1109, 850]
- rnb-item: 11. The authority reserves the right to accept or cancel any or all the quotations without assigning any reason thereof.: [784, 1980, 1101, 2002]
- ospcb-list-item: ୨. ଜିଲ୍ଲା ଶିଳ୍ପ କେନ୍ଦ୍ର, ବରଗଡ଼।: [227, 1325, 360, 1336]
- fci-p3: The sealed tenders will be received in Regional Office, Food Corporation of India, Bhubaneswar up to 2.00 P.M. on 27.12.2014 and will be opened on 27.12.2014 at 3.00 P.M.: [1125, 1896, 1473, 1929]
- postal-ad: [1118, 740, 1480, 1090]
- rnb-quot: Quotation Call Notice No. 3 of 2014-15: [784, 1391, 1067, 1406]
- control-sig1: ସ୍ୱା/- ସମ୍ପାଦକ, ନିର୍ବାଚିତ ବରଗଡ଼ ଜିଲ୍ଲା, ବରଗଡ଼: [583, 1973, 761, 1983]
- control-room-cell: ୯୪୩୮୧୬୦୨୦୬: [615, 1781, 677, 1792]
- control-room-cell: ୦୬୬୪୬-୨୩୨୦୧୨: [245, 1732, 317, 1743]
- pmec-t1: PARALA MAHARAJA ENGINEERING COLLEGE: [1141, 1105, 1457, 1120]
- optcl-office: O/o THE DY. GENERAL MANAGER (ELECT.) E.H.T. (CONSTRUCTION) DIVISION, BOLANGIR: [779, 279, 1106, 288]
- headline-monitoring: ପ୍ରକଳ୍ପ ଅଗ୍ରଗତି ଯାଞ୍ଚ କଲେ କେନ୍ଦ୍ରୀୟ ମନିଟରିଂ ଟିମ୍: [18, 42, 670, 77]
- rnb-sig2: Bhubaneswar (R&B) Division No.I: [915, 2215, 1103, 2226]
- rws-th: To: [1389, 547, 1472, 560]
- fci-cell: 2012-13: [1431, 1803, 1473, 1826]
- control-room-cell: ୦୬୬୪୬-୨୮୨୪୩୫: [245, 1830, 317, 1841]
- cmc-logo-icon: ✹: [781, 483, 815, 517]
- control-room-row: [25, 1824, 761, 1849]
- drda-dist: Dist.: Malkangiri-764048, Phone No.: 06861-230409,: [500, 661, 725, 671]
- article-mahalaxmi-b: ସିନାପାଲି, ୬।୧୨(ନି.ପ୍ର.)– ଯୋଗାଣପୁର ସମେତ ଅଞ୍ଚଳର ବିଭିନ୍ନ ସ୍ଥାନରେ ମହାଲକ୍ଷ୍ମୀ ପୂଜା ଧୁମଧାମରେ ପାଳିତ ହୋଇଯାଇଛି। ଏଥିଉପଲକ୍ଷେ ମହିଳାମାନେ ଲକ୍ଷ୍ମୀ ପୂଜା କରି ଗୃହରେ ସୁଖସମୃଦ୍ଧି କାମନା କରିଥିଲେ। ରାତିରେ ବିଭିନ୍ନ ସାଂସ୍କୃତିକ କାର୍ଯ୍ୟକ୍ରମ ଆୟୋଜିତ ହୋଇଥିଲା।: [208, 500, 388, 568]
- pmec-p3: The undersigned reserve the right to extend and accept or reject any or all tenders without assigning any reason thereof.: [1125, 1465, 1473, 1489]
- yellow-dot: [322, 2253, 334, 2265]
- cmc-ad: [775, 478, 1110, 748]
- control-room-cell: ସହାୟକ ଇଂଜିନିୟର, ବିଜେପୁର: [385, 1854, 500, 1866]
- fci-p1: Sealed Tenders are invited by General Manager (R), Food Corporation of India, Regional Office, Bhubaneswar, Odisha from Valid approved parties registered with FCI including State Departments and Agencies having feed stock manufacturing plants for sale of damaged food grains (Unfit for human consumption) to the tune of 92.164 MT Wheat 'AS IS WHERE IS BASIS'. The Depot wise / category wise availability of the said stock is as under:: [1125, 1710, 1473, 1775]
- coll-p3: However, the undersigned reserves the right to reject / cancel any or all the tenders without assigning any reason thereof.: [784, 1184, 1101, 1224]
- post-item: ୧. ଏନ୍ଆଇଟି ନଂ. ୬୬/ଇଇ/ବିବିଏସ/୨୦୧୪-୧୫ - ବିଭିନ୍ନ ଡାକଘର କୋଠାର ମରାମତି କାର୍ଯ୍ୟ। ଆନୁମାନିକ ମୂଲ୍ୟ: ଟ.୭,୯୯,୩୬୯/- ବୟାନା: ଟ.୧୫,୯୮୭/-: [1125, 818, 1473, 840]
- nia-sig: ସ୍ୱା/- ମୁଖ୍ୟ ଆଞ୍ଚଳିକ ପ୍ରବନ୍ଧକ: [1355, 297, 1473, 307]
- rws-item: 1. Name of the Work : Construction of Compound Wall, 'E' type quarter, 'D' type quarter, Sub-Divisional Office and Sub-Divisional Laboratory.: [1125, 436, 1473, 458]
- article-road-a: ବରଗଡ଼, ୬।୧୨(ନି.ପ୍ର.)– ରାସ୍ତା ସମସ୍ୟାକୁ ନେଇ ଗ୍ରାମବାସୀ ଧାରଣା ଦେଇଛନ୍ତି। ଦୀର୍ଘଦିନ ଧରି ରାସ୍ତା ମରାମତି ହୋଇନଥିବାରୁ ଲୋକେ ଅସୁବିଧାର ସମ୍ମୁଖୀନ ହେଉଛନ୍ତି। ପ୍ରଶାସନକୁ ବାରମ୍ବାର ଜଣାଇଲେ ମଧ୍ୟ କୌଣସି ପଦକ୍ଷେପ ନିଆଯାଇନାହିଁ ବୋଲି ଅଭିଯୋଗ ହୋଇଛି।: [18, 380, 208, 448]
- ospcb-body: ଏତଦ୍ୱାରା ସମସ୍ତଙ୍କ ଅବଗତି ନିମନ୍ତେ ଜଣାଇ ଦିଆଯାଉଅଛି ଯେ, ପ୍ରସ୍ତାବିତ ପ୍ରକଳ୍ପ ପାଇଁ ପରିବେଶ ପ୍ରଭାବ ମୂଲ୍ୟାଙ୍କନ ପ୍ରାଧିକରଣ (State Environment Impact Assessment Authority) ନିକଟରେ ପରିବେଶ ଛାଡ଼ପତ୍ର ପାଇଁ ଆବେଦନ କରାଯାଇଛି। ଏହି ପ୍ରକଳ୍ପ ସମ୍ବନ୍ଧରେ ଜନଶୁଣାଣି ସରକାରୀ ନିୟମ ଅନୁସାରେ ଅନୁଷ୍ଠିତ ହେବ। ପ୍ରକଳ୍ପ ଦ୍ୱାରା ପ୍ରଭାବିତ ହେଉଥିବା ବ୍ୟକ୍ତି, ପରିବେଶବିତ୍ ସଂଗଠନ ଓ ଅନ୍ୟାନ୍ୟ ଇଚ୍ଛୁକ ବ୍ୟକ୍ତିମାନେ ନିଜର ମତାମତ, ମନ୍ତବ୍ୟ ଓ ଆପତ୍ତି ଲିଖିତ ଭାବେ ଜଣାଇ ପାରିବେ। ପ୍ରକଳ୍ପ ପ୍ରସ୍ତାବକ ଦ୍ୱାରା ପ୍ରସ୍ତୁତ ପରିବେଶ ପ୍ରଭାବ ମୂଲ୍ୟାଙ୍କନ ବିବରଣୀ (Environmental Impact Assessment) ଏବଂ ଏହାର ନିର୍ବାହୀ ସାରାଂଶ (Executive Summary) ନିମ୍ନଲିଖିତ ସ୍ଥାନମାନଙ୍କରେ ଦେଖିବା ପାଇଁ ଉପଲବ୍ଧ।: [221, 1078, 761, 1159]
- rws-item: 2. Total Number of Work : 09 Nos ( Nine ): [1125, 462, 1306, 473]
- ospcb-title: ରାଜ୍ୟ ପ୍ରଦୂଷଣ ନିୟନ୍ତ୍ରଣ ବୋର୍ଡ, ଓଡ଼ିଶା: [330, 958, 732, 987]
- ospcb-logo-icon: ODISHA: [219, 959, 289, 1029]
- rws-email: E-mail- eerwsbp@nic.in, FAX- 0663-2412825: [1204, 378, 1394, 388]
- optcl-addr: At-220/132/33 K.V. Grid Sub-Station, Sadeipali, P.O.-Sadeipali, Via-Chandanbhati, Dist.-Bolangir-767065, Tel.-06652-213031: [779, 289, 1106, 308]
- control-room-cell: ତହସିଲଦାର, ଭଟଲି: [25, 1879, 100, 1890]
- footer-page-no: 17: [1469, 2247, 1480, 2256]
- ospcb-ind: IND-II.PH-679: [450, 1029, 518, 1040]
- control-room-cell: ତହସିଲଦାର, ବରଗଡ଼: [25, 1805, 106, 1817]
- fci-hindi: भारतीय खाद्य निगम: [1401, 1627, 1473, 1638]
- cmc-title: କଟକ ମହାନଗର ନିଗମ: [878, 487, 1047, 509]
- fci-title: Food Corporation of India: [1125, 1624, 1227, 1645]
- cmc-banner: ବିଜ୍ଞାପନ: [876, 531, 1009, 555]
- pmec-t3: Under Employment and Technical Education & Training Department, Government of Odisha: [1135, 1132, 1463, 1153]
- fci-p5: The tender form if downloaded from the web the tenderer has to deposit Rs.525/- (cost of Tender papers Rs.500/- + 5% VAT) in shape of Demand draft on any Nationalized Bank in favour of General Manager (R), Food Corporation of India, Regional Office, Bhubaneswar at the time of depositing Earnest money A/C No: 10229909035, IFSC Code : SBIN0006557.: [1125, 1967, 1473, 2021]
- control-room-cell: ସହାୟକ ଇଂଜିନିୟର, ବରପାଲି: [385, 1928, 499, 1939]
- control-room-row: [25, 1751, 761, 1776]
- gray-block: [130, 2251, 144, 2267]
- control-room-cell: ସହାୟକ ଇଂଜିନିୟର, ଆତାବିରା: [385, 1756, 498, 1768]
- collectorate-ad: [775, 758, 1110, 1298]
- article-road-d: ବରଗଡ଼, ୬।୧୨(ନି.ପ୍ର.)– ରାସ୍ତା ସମସ୍ୟାକୁ ନେଇ ଗ୍ରାମବାସୀ ଧାରଣା ଦେଇଛନ୍ତି। ଦୀର୍ଘଦିନ ଧରି ରାସ୍ତା ମରାମତି ହୋଇନଥିବାରୁ ଲୋକେ ଅସୁବିଧାର ସମ୍ମୁଖୀନ ହେଉଛନ୍ତି। ପ୍ରଶାସନକୁ ବାରମ୍ବାର ଜଣାଇଲେ ମଧ୍ୟ କୌଣସି ପଦକ୍ଷେପ ନିଆଯାଇନାହିଁ ବୋଲି ଅଭିଯୋଗ ହୋଇଛି।: [590, 380, 775, 448]
- divider: [18, 318, 778, 320]
- control-room-row: [25, 1873, 761, 1898]
- fci-no: No.: QC-9(5) / DFG/2014: [1125, 1684, 1247, 1694]
- optcl-logo-icon: ⚡: [781, 244, 813, 276]
- cyan-dot: [290, 2253, 302, 2265]
- control-room-cell: ୯୪୩୮୧୬୦୨୦୫: [615, 1756, 677, 1768]
- cmc-body: କଟକ ମହାନଗର ନିଗମ ଅନ୍ତର୍ଗତ ଓ.ପି.ଇପିଏ ଯୋଜନାରେ ବିଭିନ୍ନ ଓ୍ୱାର୍ଡରେ ଥିବା ସ୍ଲମ ଅଞ୍ଚଳର ନିର୍ମାଣ କାର୍ଯ୍ୟ ପାଇଁ ଯୋଗ୍ୟ ଠିକାଦାରମାନଙ୍କଠାରୁ ସିଲବନ୍ଦ ଟେଣ୍ଡର ଆହ୍ୱାନ କରାଯାଉଛି। ଟେଣ୍ଡର କାଗଜପତ୍ର ଓ ବିସ୍ତୃତ ବିବରଣୀ ନିଗମ କାର୍ଯ୍ୟାଳୟରୁ କାର୍ଯ୍ୟ ଦିବସରେ ମିଳିପାରିବ। ଅନ୍ୟାନ୍ୟ ସର୍ତ୍ତାବଳୀ କାର୍ଯ୍ୟାଳୟ ନୋଟିସ ବୋର୍ଡରେ ଦେଖିପାରିବେ।: [782, 561, 1103, 606]
- drda-emblem-icon: ✺: [402, 629, 452, 679]
- rnb-item: 7. The quotationer shall be registered under other State / Govt. of India may participate in the bid, but they have to get themselves registered under Govt. of Odisha prior to award of work for execution.: [784, 1841, 1101, 1875]
- nia-body: ନ୍ୟୁ ଇଣ୍ଡିଆ ଏସ୍ୟୁରାନ୍ସ କମ୍ପାନୀ ଲିମିଟେଡ, ଆଞ୍ଚଳିକ କାର୍ଯ୍ୟାଳୟ ଭୁବନେଶ୍ୱର ଅଧୀନସ୍ଥ ଅଫିସ ପାଇଁ ଭଡ଼ାରେ କୋଠା ନେବା ନିମନ୍ତେ ଇଚ୍ଛୁକ ମାଲିକମାନଙ୍କଠାରୁ ଟେକ୍ନିକାଲ ଓ ଫାଇନାନ୍ସିଆଲ ବିଡ୍ ଆହ୍ୱାନ କରାଯାଉଛି। ଟେଣ୍ଡର କାଗଜପତ୍ର ୱେବସାଇଟ http://www.newindia.co.in ରୁ ଡାଉନଲୋଡ କରିପାରିବେ। ଦାଖଲର ଶେଷ ତାରିଖ ୨୭.୧୨.୨୦୧୪ ଅପରାହ୍ନ ୫.୦୦ ଘଣ୍ଟା ପର୍ଯ୍ୟନ୍ତ ଏବଂ ଟେକ୍ନିକାଲ ବିଡ୍ ୨୯.୧୨.୨୦୧୪ ପୂର୍ବାହ୍ନ ୧୧.୩୦ ଘଣ୍ଟାରେ ଖୋଲାଯିବ। ଏ ସମ୍ପର୍କିତ ସମସ୍ତ ସଂଶୋଧନ କେବଳ ୱେବସାଇଟରେ ପ୍ରକାଶିତ ହେବ।: [1125, 134, 1473, 220]
- rnb-foot: 34076/11/0006/1415: [782, 2218, 862, 2227]
